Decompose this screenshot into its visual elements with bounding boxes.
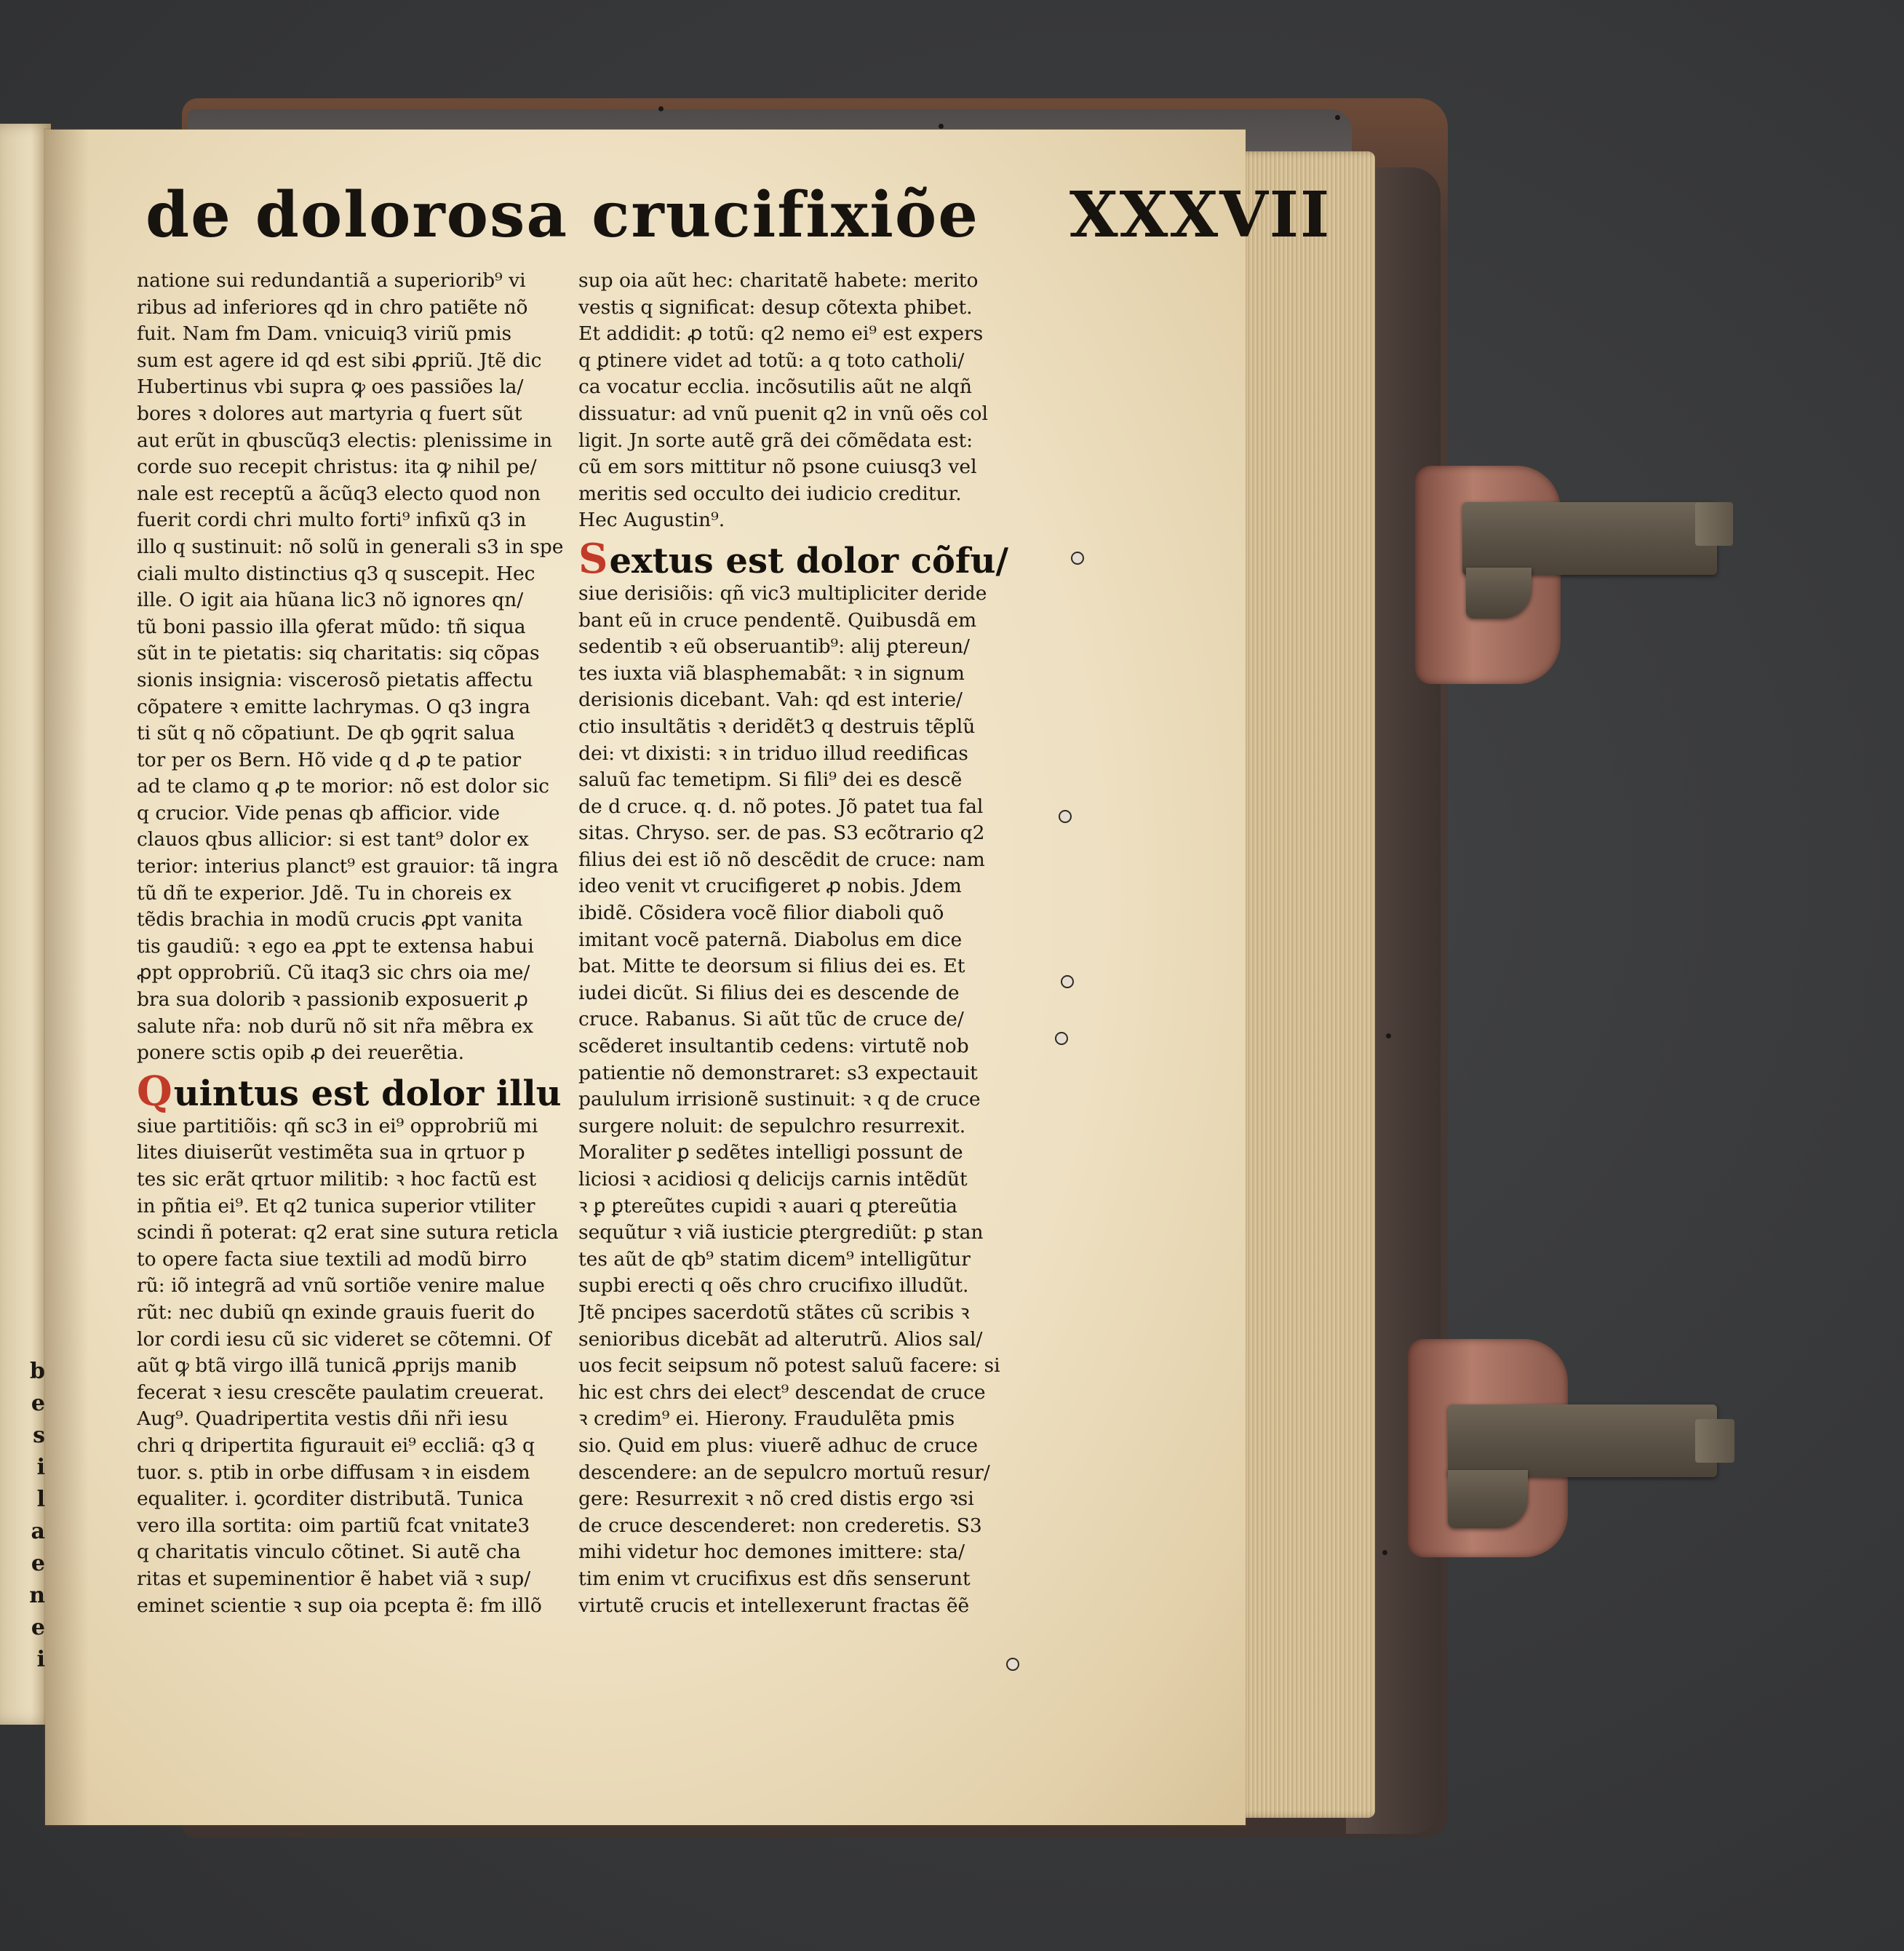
left-page-glyph: i [36, 1455, 45, 1480]
text-line: Hec Augustin⁹. [578, 509, 725, 532]
section-heading-text: uintus est dolor illu [173, 1073, 562, 1114]
text-line: ritas et supeminentior ẽ habet viã ꝛ sup/ [137, 1567, 531, 1590]
text-line: terior: interius planct⁹ est grauior: tã ingra [137, 855, 559, 878]
text-line: ꝓpt opprobriũ. Cũ itaq3 sic chrs oia me/ [137, 961, 530, 985]
text-line: derisionis dicebant. Vah: qd est interie/ [578, 688, 963, 712]
text-line: ideo venit vt crucifigeret ꝓ nobis. Jdem [578, 875, 962, 898]
text-line: bat. Mitte te deorsum si filius dei es. Et [578, 955, 965, 978]
text-line: supbi erecti q oẽs chro crucifixo illudũt. [578, 1274, 969, 1298]
text-line: ponere sctis opib ꝓ dei reuerẽtia. [137, 1041, 465, 1065]
text-line: scẽderet insultantib cedens: virtutẽ nob [578, 1035, 969, 1058]
text-line: tuor. s. ptib in orbe diffusam ꝛ in eisdem [137, 1461, 530, 1484]
wormhole [939, 124, 944, 129]
text-line: sedentib ꝛ eũ obseruantib⁹: alij ꝑtereun/ [578, 635, 970, 659]
text-line: to opere facta siue textili ad modũ birro [137, 1247, 527, 1271]
left-page-glyph: n [29, 1583, 45, 1608]
text-line: ligit. Jn sorte autẽ grã dei cõmẽdata est: [578, 429, 973, 452]
text-line: cõpatere ꝛ emitte lachrymas. O q3 ingra [137, 695, 530, 718]
text-line: nale est receptũ a ãcũq3 electo quod non [137, 482, 541, 505]
text-line: natione sui redundantiã a superiorib⁹ vi [137, 269, 526, 292]
text-line: filius dei est iõ nõ descẽdit de cruce: nam [578, 848, 985, 871]
text-line: sequũtur ꝛ viã iusticie ꝑtergrediũt: ꝑ stan [578, 1221, 984, 1244]
text-line: cũ em sors mittitur nõ psone cuiusq3 vel [578, 456, 977, 479]
left-page-glyph: s [33, 1423, 45, 1448]
left-page-glyph: e [31, 1615, 45, 1640]
text-line: ciali multo distinctius q3 q suscepit. Hec [137, 562, 535, 585]
text-line: liciosi ꝛ acidiosi q delicijs carnis intẽdũt [578, 1168, 968, 1191]
section-heading [137, 1067, 573, 1116]
text-line: ibidẽ. Cõsidera vocẽ filior diaboli quõ [578, 902, 944, 925]
text-line: Aug⁹. Quadripertita vestis dñi nr̃i iesu [137, 1407, 509, 1431]
text-line: dissuatur: ad vnũ puenit q2 in vnũ oẽs col [578, 402, 988, 425]
text-line: paululum irrisionẽ sustinuit: ꝛ q de cruce [578, 1088, 981, 1111]
text-line: salute nr̃a: nob durũ nõ sit nr̃a mẽbra ex [137, 1014, 534, 1038]
text-line: sitas. Chryso. ser. de pas. S3 ecõtrario q2 [578, 822, 985, 845]
left-page-glyph: i [36, 1647, 45, 1672]
text-line: bra sua dolorib ꝛ passionib exposuerit ꝓ [137, 988, 528, 1012]
text-line: ad te clamo q ꝓ te morior: nõ est dolor sic [137, 775, 550, 798]
text-line: q charitatis vinculo cõtinet. Si autẽ cha [137, 1541, 521, 1564]
text-line: aũt ꝙ btã virgo illã tunicã ꝓprijs manib [137, 1354, 517, 1378]
text-line: Moraliter ꝑ sedẽtes intelligi possunt de [578, 1141, 963, 1164]
text-line: Et addidit: ꝓ totũ: q2 nemo ei⁹ est expers [578, 322, 984, 346]
text-line: illo q sustinuit: nõ solũ in generali s3 in spe [137, 535, 564, 558]
text-line: saluũ fac temetipm. Si fili⁹ dei es descẽ [578, 768, 963, 792]
section-heading-text: extus est dolor cõfu/ [609, 540, 1009, 581]
text-line: tũ dñ te experior. Jdẽ. Tu in choreis ex [137, 881, 511, 905]
left-page-glyph: a [31, 1519, 45, 1544]
text-line: bant eũ in cruce pendentẽ. Quibusdã em [578, 608, 977, 632]
text-line: eminet scientie ꝛ sup oia pcepta ẽ: fm illõ [137, 1594, 542, 1617]
text-line: gere: Resurrexit ꝛ nõ cred distis ergo ꝛsi [578, 1487, 974, 1511]
left-page-glyphs [26, 1361, 45, 1671]
text-line: uos fecit seipsum nõ potest saluũ facere: si [578, 1354, 1000, 1378]
text-line: de d cruce. q. d. nõ potes. Jõ patet tua fal [578, 795, 984, 818]
text-line: cruce. Rabanus. Si aũt tũc de cruce de/ [578, 1008, 964, 1031]
text-line: fuerit cordi chri multo forti⁹ infixũ q3 in [137, 509, 527, 532]
text-line: lites diuiserũt vestimẽta sua in qrtuor p [137, 1141, 525, 1164]
text-line: hic est chrs dei elect⁹ descendat de cruce [578, 1380, 986, 1404]
text-line: fuit. Nam fm Dam. vnicuiq3 viriũ pmis [137, 322, 512, 346]
text-line: tis gaudiũ: ꝛ ego ea ꝓpt te extensa habui [137, 934, 534, 958]
text-line: ꝛ credim⁹ ei. Hierony. Fraudulẽta pmis [578, 1407, 955, 1431]
text-line: equaliter. i. ꝯcorditer distributã. Tunica [137, 1487, 524, 1511]
text-line: ꝛ ꝑ ꝑtereũtes cupidi ꝛ auari q ꝑtereũtia [578, 1194, 957, 1217]
text-line: sup oia aũt hec: charitatẽ habete: merito [578, 269, 979, 292]
text-line: virtutẽ crucis et intellexerunt fractas ẽẽ [578, 1594, 970, 1617]
text-line: tes sic erãt qrtuor militib: ꝛ hoc factũ est [137, 1168, 537, 1191]
margin-pin [1059, 810, 1072, 823]
text-column-right [578, 268, 1051, 1619]
left-page-glyph: e [31, 1551, 45, 1576]
text-line: senioribus dicebãt ad alterutrũ. Alios sal/ [578, 1327, 983, 1351]
text-line: imitant vocẽ paternã. Diabolus em dice [578, 928, 963, 951]
rubricated-initial: S [578, 534, 608, 583]
text-line: q ꝑtinere videt ad totũ: a q toto catholi/ [578, 349, 965, 372]
text-line: mihi videtur hoc demones imittere: sta/ [578, 1541, 965, 1564]
margin-pin [1071, 552, 1084, 565]
text-line: de cruce descenderet: non crederetis. S3 [578, 1514, 982, 1537]
text-line: vero illa sortita: oim partiũ fcat vnitate3 [137, 1514, 530, 1537]
text-line: clauos qbus allicior: si est tant⁹ dolor ex [137, 828, 529, 851]
text-line: bores ꝛ dolores aut martyria q fuert sũt [137, 402, 522, 425]
text-line: meritis sed occulto dei iudicio creditur. [578, 482, 962, 505]
running-head [146, 178, 1331, 252]
text-line: chri q dripertita figurauit ei⁹ eccliã: q3 q [137, 1434, 535, 1457]
text-line: dei: vt dixisti: ꝛ in triduo illud reedificas [578, 742, 968, 765]
text-column-left [137, 268, 573, 1619]
text-line: tor per os Bern. Hõ vide q d ꝓ te patior [137, 748, 522, 771]
text-line: in pñtia ei⁹. Et q2 tunica superior vtiliter [137, 1194, 535, 1217]
wormhole [1386, 1033, 1391, 1038]
text-line: Jtẽ pncipes sacerdotũ stãtes cũ scribis ꝛ [578, 1300, 970, 1324]
left-page-glyph: e [31, 1391, 45, 1416]
text-line: ti sũt q nõ cõpatiunt. De qb ꝯqrit salua [137, 722, 515, 745]
text-line: siue partitiõis: qñ sc3 in ei⁹ opprobriũ mi [137, 1114, 538, 1137]
wormhole [658, 106, 664, 111]
text-line: lor cordi iesu cũ sic videret se cõtemni. Of [137, 1327, 551, 1351]
text-line: ctio insultãtis ꝛ deridẽt3 q destruis tẽplũ [578, 715, 976, 738]
gutter-shadow [45, 130, 89, 1825]
text-line: aut erũt in qbuscũq3 electis: plenissime in [137, 429, 553, 452]
text-line: siue derisiõis: qñ vic3 multipliciter deride [578, 581, 987, 605]
text-line: iudei dicũt. Si filius dei es descende de [578, 981, 960, 1004]
wormhole [1335, 115, 1340, 120]
text-line: Hubertinus vbi supra ꝙ oes passiões la/ [137, 376, 524, 399]
text-line: rũt: nec dubiũ qn exinde grauis fuerit do [137, 1300, 535, 1324]
text-line: sũt in te pietatis: siq charitatis: siq cõpas [137, 642, 540, 665]
margin-pin [1055, 1032, 1068, 1045]
text-line: tes iuxta viã blasphemabãt: ꝛ in signum [578, 661, 965, 685]
margin-pin [1006, 1658, 1019, 1671]
text-line: vestis q significat: desup cõtexta phibet. [578, 295, 973, 319]
text-line: sio. Quid em plus: viuerẽ adhuc de cruce [578, 1434, 979, 1457]
section-heading [578, 534, 1051, 583]
text-line: sum est agere id qd est sibi ꝓpriũ. Jtẽ dic [137, 349, 542, 372]
text-line: ca vocatur ecclia. incõsutilis aũt ne alqñ [578, 376, 972, 399]
text-line: ille. O igit aia hũana lic3 nõ ignores qn/ [137, 589, 524, 612]
text-line: tẽdis brachia in modũ crucis ꝓpt vanita [137, 908, 523, 931]
text-line: patientie nõ demonstraret: s3 expectauit [578, 1061, 978, 1084]
running-title: de dolorosa crucifixiõe [146, 178, 979, 252]
text-line: descendere: an de sepulcro mortuũ resur/ [578, 1461, 990, 1484]
text-line: fecerat ꝛ iesu crescẽte paulatim creuerat. [137, 1380, 545, 1404]
text-line: corde suo recepit christus: ita ꝙ nihil pe/ [137, 456, 537, 479]
text-line: sionis insignia: viscerosõ pietatis affectu [137, 668, 533, 691]
folio-number: XXXVII [1069, 178, 1331, 252]
text-line: scindi ñ poterat: q2 erat sine sutura reticla [137, 1221, 559, 1244]
text-line: rũ: iõ integrã ad vnũ sortiõe venire malue [137, 1274, 545, 1298]
wormhole [1382, 1550, 1387, 1555]
left-page [0, 124, 51, 1725]
text-line: q crucior. Vide penas qb afficior. vide [137, 801, 501, 824]
text-line: tim enim vt crucifixus est dñs senserunt [578, 1567, 971, 1590]
left-page-glyph: b [30, 1359, 45, 1384]
text-line: ribus ad inferiores qd in chro patiẽte nõ [137, 295, 528, 319]
text-line: tes aũt de qb⁹ statim dicem⁹ intelligũtur [578, 1247, 971, 1271]
margin-pin [1061, 975, 1074, 988]
text-line: tũ boni passio illa ꝯferat mũdo: tñ siqua [137, 615, 526, 638]
left-page-glyph: l [36, 1487, 45, 1512]
rubricated-initial: Q [137, 1067, 172, 1116]
text-line: surgere noluit: de sepulchro resurrexit. [578, 1114, 966, 1137]
